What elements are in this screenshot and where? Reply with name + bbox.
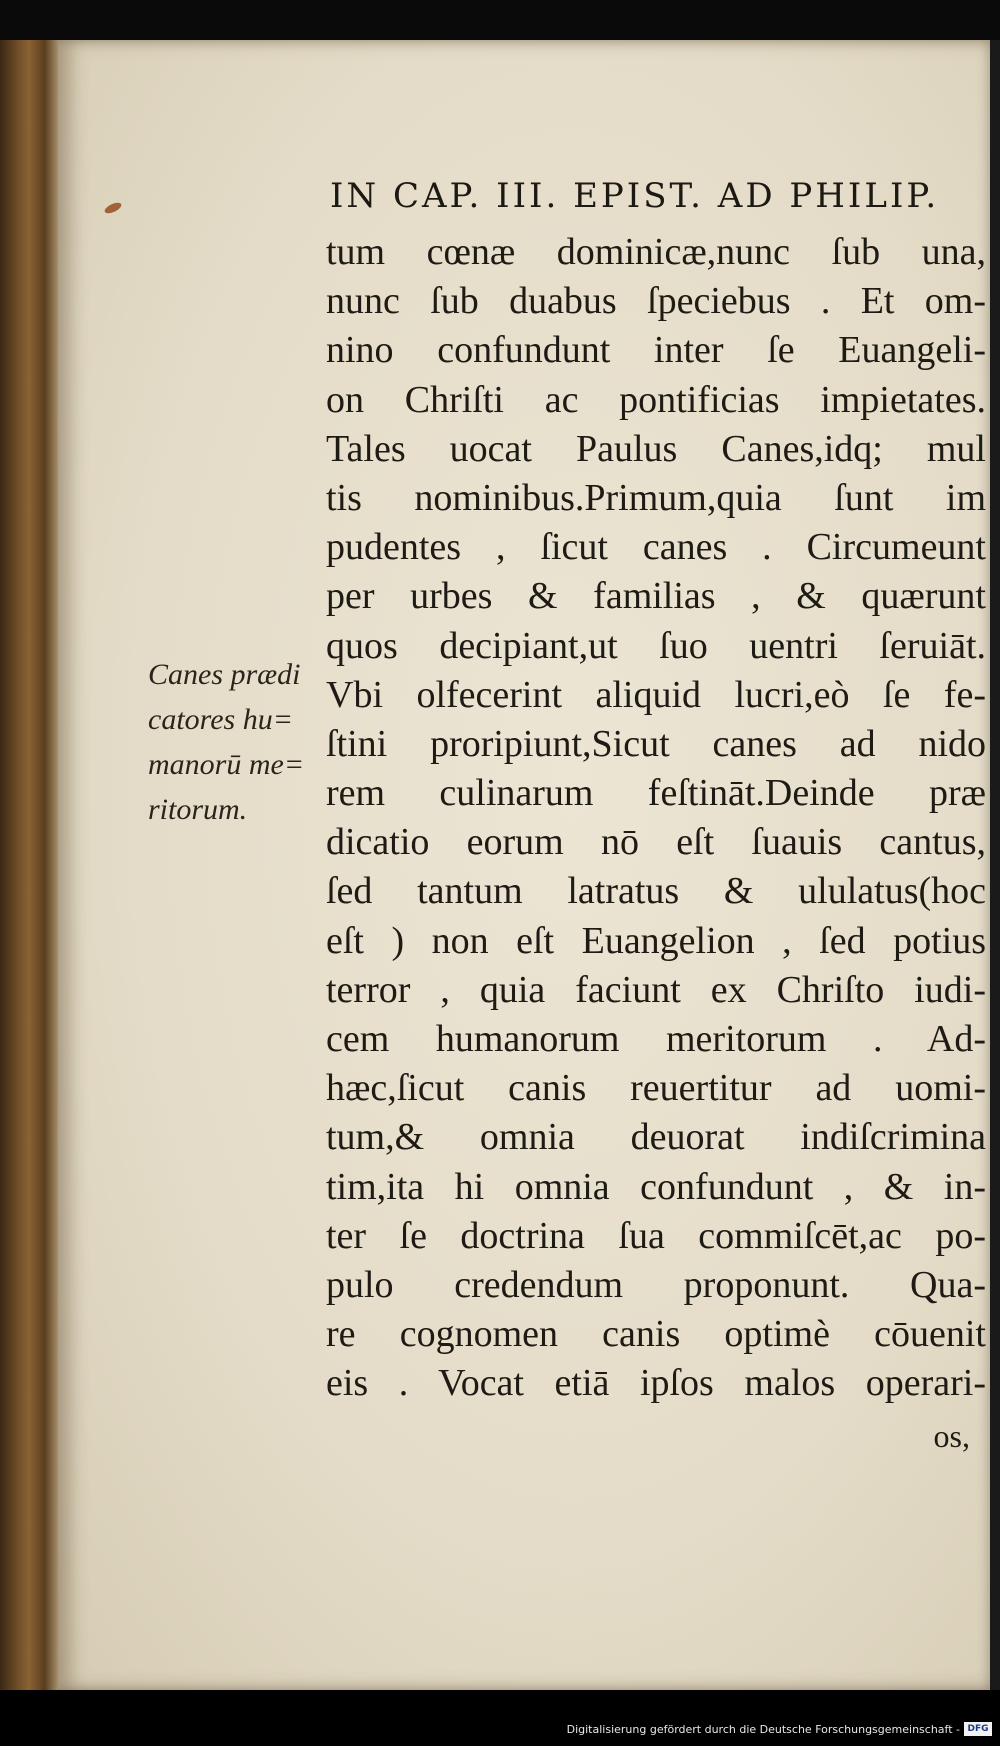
body-text xyxy=(326,228,986,1409)
text-line: pulo credendum proponunt. Qua- xyxy=(326,1263,986,1306)
text-line: on Chriſti ac pontificias impietates. xyxy=(326,378,986,421)
text-line: eſt ) non eſt Euangelion , ſed potius xyxy=(326,919,986,962)
text-line: pudentes , ſicut canes . Circumeunt xyxy=(326,526,986,569)
text-line: tis nominibus.Primum,quia ſunt im xyxy=(326,476,986,519)
text-line: quos decipiant,ut ſuo uentri ſeruiāt. xyxy=(326,624,986,667)
text-line: cem humanorum meritorum . Ad- xyxy=(326,1018,986,1060)
text-line: ter ſe doctrina ſua commiſcēt,ac po- xyxy=(326,1214,986,1257)
running-head: IN CAP. III. EPIST. AD PHILIP. xyxy=(330,176,940,216)
marginal-note-line: Canes prædi xyxy=(148,658,301,691)
digitization-credit: Digitalisierung gefördert durch die Deutsche Forschungsgemeinschaft - xyxy=(566,1723,960,1736)
text-line: tum,& omnia deuorat indiſcrimina xyxy=(326,1116,986,1159)
text-line: terror , quia faciunt ex Chriſto iudi- xyxy=(326,968,986,1011)
text-line: dicatio eorum nō eſt ſuauis cantus, xyxy=(326,821,986,864)
catchword: os, xyxy=(933,1418,970,1454)
text-line: tim,ita hi omnia confundunt , & in- xyxy=(326,1165,986,1208)
text-line: ſed tantum latratus & ululatus(hoc xyxy=(326,870,986,913)
page-right-edge xyxy=(990,40,1000,1690)
text-line: per urbes & familias , & quærunt xyxy=(326,575,986,618)
footer-bar xyxy=(0,1690,1000,1746)
text-line: tum cœnæ dominicæ,nunc ſub una, xyxy=(326,231,986,273)
marginal-note xyxy=(148,652,328,832)
book-binding-edge xyxy=(0,40,64,1690)
text-line: re cognomen canis optimè cōuenit xyxy=(326,1313,986,1356)
dfg-logo: DFG xyxy=(964,1722,992,1736)
text-line: rem culinarum feſtināt.Deinde præ xyxy=(326,772,986,815)
text-line: Vbi olfecerint aliquid lucri,eò ſe fe- xyxy=(326,673,986,716)
text-line: nino confundunt inter ſe Euangeli- xyxy=(326,329,986,372)
text-line: hæc,ſicut canis reuertitur ad uomi- xyxy=(326,1067,986,1110)
text-line: ſtini proripiunt,Sicut canes ad nido xyxy=(326,722,986,765)
marginal-note-line: ritorum. xyxy=(148,793,248,826)
text-line: Tales uocat Paulus Canes,idq; mul xyxy=(326,427,986,470)
text-line: nunc ſub duabus ſpeciebus . Et om- xyxy=(326,280,986,323)
marginal-note-line: catores hu= xyxy=(148,703,293,736)
text-line: eis . Vocat etiā ipſos malos operari- xyxy=(326,1362,986,1405)
marginal-note-line: manorū me= xyxy=(148,748,305,781)
